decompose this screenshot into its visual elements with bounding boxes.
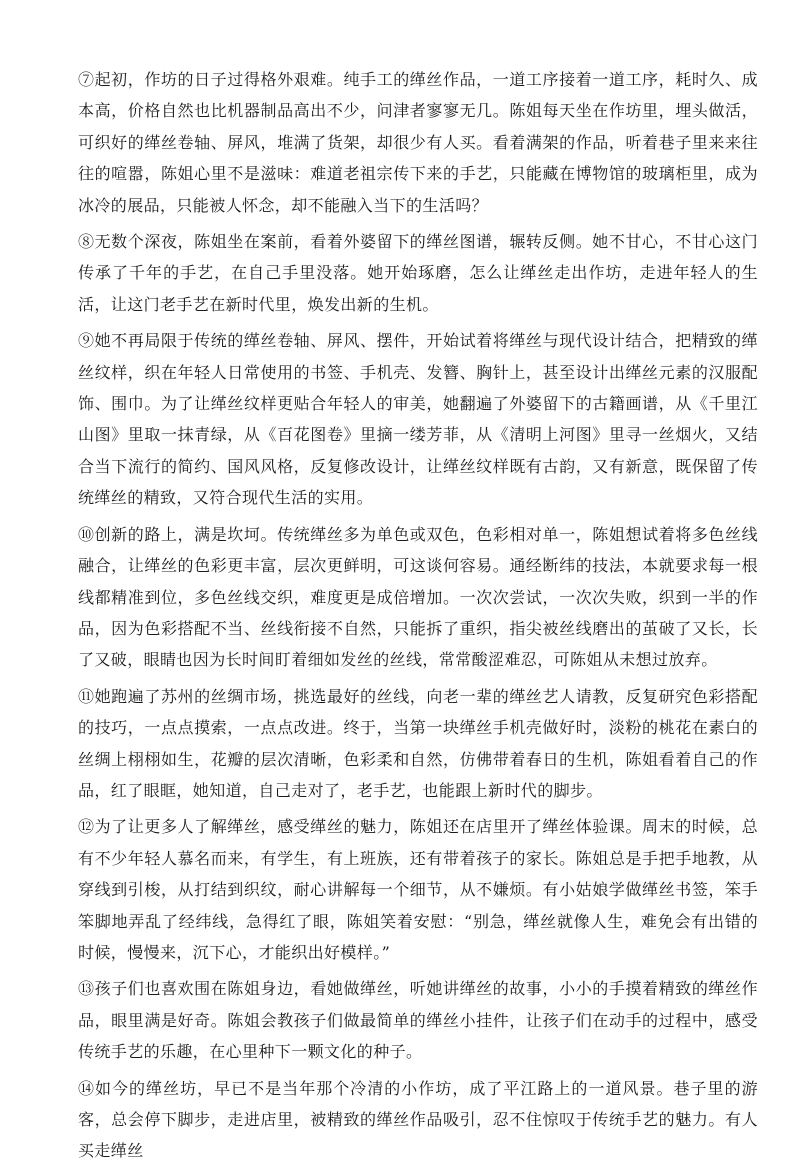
paragraph-7: ⑦起初，作坊的日子过得格外艰难。纯手工的缂丝作品，一道工序接着一道工序，耗时久、成本高，价格自然也比机器制品高出不少，问津者寥寥无几。陈姐每天坐在作坊里，埋头做活，可织好的缂丝卷轴、屏风，堆满了货架，却很少有人买。看着满架的作品，听着巷子里来来往往的喧嚣，陈姐心里不是滋味：难道老祖宗传下来的手艺，只能藏在博物馆的玻璃柜里，成为冰冷的展品，只能被人怀念，却不能融入当下的生活吗？ [78, 70, 758, 215]
paragraph-14: ⑭如今的缂丝坊，早已不是当年那个冷清的小作坊，成了平江路上的一道风景。巷子里的游客，总会停下脚步，走进店里，被精致的缂丝作品吸引，忍不住惊叹于传统手艺的魅力。有人买走缂丝 [78, 1078, 758, 1161]
document-body [78, 64, 758, 1172]
paragraph-9: ⑨她不再局限于传统的缂丝卷轴、屏风、摆件，开始试着将缂丝与现代设计结合，把精致的缂丝纹样，织在年轻人日常使用的书签、手机壳、发簪、胸针上，甚至设计出缂丝元素的汉服配饰、围巾。为了让缂丝纹样更贴合年轻人的审美，她翻遍了外婆留下的古籍画谱，从《千里江山图》里取一抹青绿，从《百花图卷》里摘一缕芳菲，从《清明上河图》里寻一丝烟火，又结合当下流行的简约、国风风格，反复修改设计，让缂丝纹样既有古韵，又有新意，既保留了传统缂丝的精致，又符合现代生活的实用。 [78, 331, 758, 508]
paragraph-13: ⑬孩子们也喜欢围在陈姐身边，看她做缂丝，听她讲缂丝的故事，小小的手摸着精致的缂丝作品，眼里满是好奇。陈姐会教孩子们做最简单的缂丝小挂件，让孩子们在动手的过程中，感受传统手艺的乐趣，在心里种下一颗文化的种子。 [78, 979, 758, 1062]
paragraph-11: ⑪她跑遍了苏州的丝绸市场，挑选最好的丝线，向老一辈的缂丝艺人请教，反复研究色彩搭配的技巧，一点点摸索，一点点改进。终于，当第一块缂丝手机壳做好时，淡粉的桃花在素白的丝绸上栩栩如生，花瓣的层次清晰，色彩柔和自然，仿佛带着春日的生机，陈姐看着自己的作品，红了眼眶，她知道，自己走对了，老手艺，也能跟上新时代的脚步。 [78, 686, 758, 800]
paragraph-12: ⑫为了让更多人了解缂丝，感受缂丝的魅力，陈姐还在店里开了缂丝体验课。周末的时候，总有不少年轻人慕名而来，有学生，有上班族，还有带着孩子的家长。陈姐总是手把手地教，从穿线到引梭，从打结到织纹，耐心讲解每一个细节，从不嫌烦。有小姑娘学做缂丝书签，笨手笨脚地弄乱了经纬线，急得红了眼，陈姐笑着安慰：“别急，缂丝就像人生，难免会有出错的时候，慢慢来，沉下心，才能织出好模样。” [78, 817, 758, 962]
paragraph-8: ⑧无数个深夜，陈姐坐在案前，看着外婆留下的缂丝图谱，辗转反侧。她不甘心，不甘心这门传承了千年的手艺，在自己手里没落。她开始琢磨，怎么让缂丝走出作坊，走进年轻人的生活，让这门老手艺在新时代里，焕发出新的生机。 [78, 232, 758, 314]
paragraph-10: ⑩创新的路上，满是坎坷。传统缂丝多为单色或双色，色彩相对单一，陈姐想试着将多色丝线融合，让缂丝的色彩更丰富，层次更鲜明，可这谈何容易。通经断纬的技法，本就要求每一根线都精准到位，多色丝线交织，难度更是成倍增加。一次次尝试，一次次失败，织到一半的作品，因为色彩搭配不当、丝线衔接不自然，只能拆了重织，指尖被丝线磨出的茧破了又长，长了又破，眼睛也因为长时间盯着细如发丝的丝线，常常酸涩难忍，可陈姐从未想过放弃。 [78, 524, 758, 670]
